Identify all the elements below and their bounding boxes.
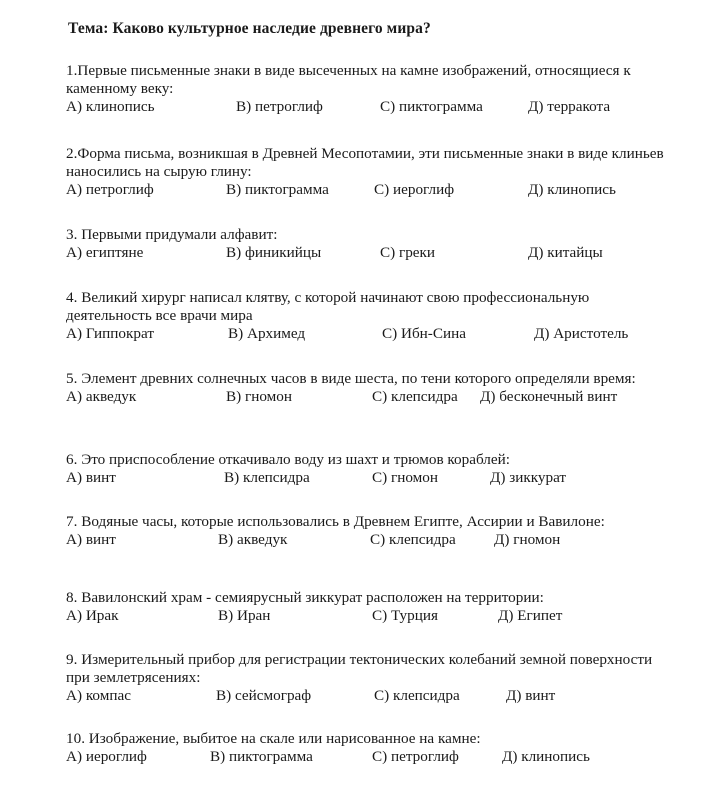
question-text: 5. Элемент древних солнечных часов в виде шеста, по тени которого определяли время: xyxy=(66,370,636,387)
answer-c: С) пиктограмма xyxy=(380,98,483,115)
question-9 xyxy=(66,651,676,707)
answer-b: В) сейсмограф xyxy=(216,687,312,704)
question-text: 9. Измерительный прибор для регистрации тектонических колебаний земной поверхности при землетрясениях: xyxy=(66,651,653,686)
answer-c: С) гномон xyxy=(372,469,438,486)
answer-c: С) иероглиф xyxy=(374,181,455,198)
question-text: 1.Первые письменные знаки в виде высеченных на камне изображений, относящиеся к каменному веку: xyxy=(66,62,631,97)
answer-d: Д) терракота xyxy=(528,98,611,115)
answer-d: Д) китайцы xyxy=(528,244,603,261)
answer-d: Д) зиккурат xyxy=(490,469,567,486)
answer-c: С) клепсидра xyxy=(374,687,460,704)
answer-a: А) Ирак xyxy=(66,607,119,624)
answer-a: А) винт xyxy=(66,469,116,486)
answer-c: С) клепсидра xyxy=(370,531,456,548)
question-5 xyxy=(66,370,676,408)
question-text: 6. Это приспособление откачивало воду из шахт и трюмов кораблей: xyxy=(66,451,510,468)
answer-d: Д) Аристотель xyxy=(534,325,629,342)
answer-c: С) клепсидра xyxy=(372,388,458,405)
question-text: 7. Водяные часы, которые использовались в Древнем Египте, Ассирии и Вавилоне: xyxy=(66,513,605,530)
answer-c: С) Ибн-Сина xyxy=(382,325,466,342)
question-2 xyxy=(66,145,676,201)
answer-b: В) пиктограмма xyxy=(210,748,313,765)
question-8 xyxy=(66,589,676,627)
question-4 xyxy=(66,289,676,345)
answer-d: Д) винт xyxy=(506,687,556,704)
question-text: 4. Великий хирург написал клятву, с которой начинают свою профессиональную деятельность все врачи мира xyxy=(66,289,590,324)
answer-d: Д) гномон xyxy=(494,531,561,548)
answer-d: Д) клинопись xyxy=(502,748,590,765)
answer-c: С) петроглиф xyxy=(372,748,459,765)
answer-a: А) египтяне xyxy=(66,244,144,261)
answer-b: В) петроглиф xyxy=(236,98,323,115)
answer-b: В) финикийцы xyxy=(226,244,322,261)
answer-a: А) петроглиф xyxy=(66,181,154,198)
answer-a: А) акведук xyxy=(66,388,137,405)
answer-b: В) Архимед xyxy=(228,325,306,342)
question-1 xyxy=(66,62,676,118)
answer-b: В) Иран xyxy=(218,607,271,624)
answer-d: Д) клинопись xyxy=(528,181,616,198)
answer-a: А) винт xyxy=(66,531,116,548)
question-7 xyxy=(66,513,676,551)
question-text: 3. Первыми придумали алфавит: xyxy=(66,226,278,243)
answer-b: В) клепсидра xyxy=(224,469,310,486)
question-6 xyxy=(66,451,676,489)
answer-d: Д) бесконечный винт xyxy=(480,388,618,405)
question-3 xyxy=(66,226,676,264)
answer-b: В) пиктограмма xyxy=(226,181,329,198)
worksheet-title: Тема: Каково культурное наследие древнего мира? xyxy=(68,20,431,37)
answer-c: С) Турция xyxy=(372,607,438,624)
question-text: 10. Изображение, выбитое на скале или нарисованное на камне: xyxy=(66,730,481,747)
answer-a: А) иероглиф xyxy=(66,748,147,765)
answer-a: А) компас xyxy=(66,687,131,704)
answer-c: С) греки xyxy=(380,244,436,261)
answer-a: А) Гиппократ xyxy=(66,325,154,342)
answer-d: Д) Египет xyxy=(498,607,563,624)
question-text: 8. Вавилонский храм - семиярусный зиккурат расположен на территории: xyxy=(66,589,544,606)
answer-b: В) акведук xyxy=(218,531,288,548)
answer-b: В) гномон xyxy=(226,388,292,405)
question-10 xyxy=(66,730,676,768)
answer-a: А) клинопись xyxy=(66,98,155,115)
question-text: 2.Форма письма, возникшая в Древней Месопотамии, эти письменные знаки в виде клиньев наносились на сырую глину: xyxy=(66,145,664,180)
